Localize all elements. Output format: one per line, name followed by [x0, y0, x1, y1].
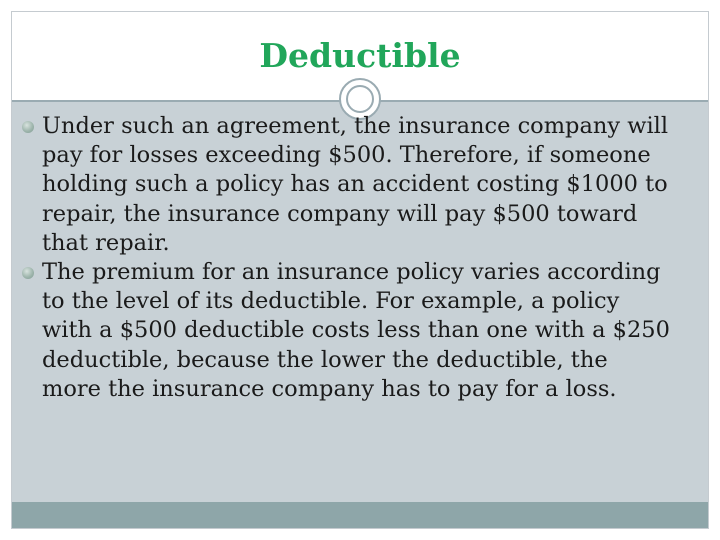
bullet-icon [22, 121, 34, 133]
bullet-item [22, 112, 672, 258]
bullet-text: Under such an agreement, the insurance company will pay for losses exceeding $500. Therefore, if someone holding such a policy has an accident costing $1000 to repair, the insurance company will pay $500 toward that repair. [42, 113, 669, 256]
bullet-icon [22, 267, 34, 279]
slide-title: Deductible [259, 36, 461, 75]
bullet-text: The premium for an insurance policy varies according to the level of its deductible. For example, a policy with a $500 deductible costs less than one with a $250 deductible, because the lower the deductible, the more the insurance company has to pay for a loss. [42, 259, 670, 402]
bullet-list [22, 112, 672, 404]
bullet-item [22, 258, 672, 404]
footer-bar [12, 502, 708, 528]
divider-ring-inner [346, 85, 374, 113]
